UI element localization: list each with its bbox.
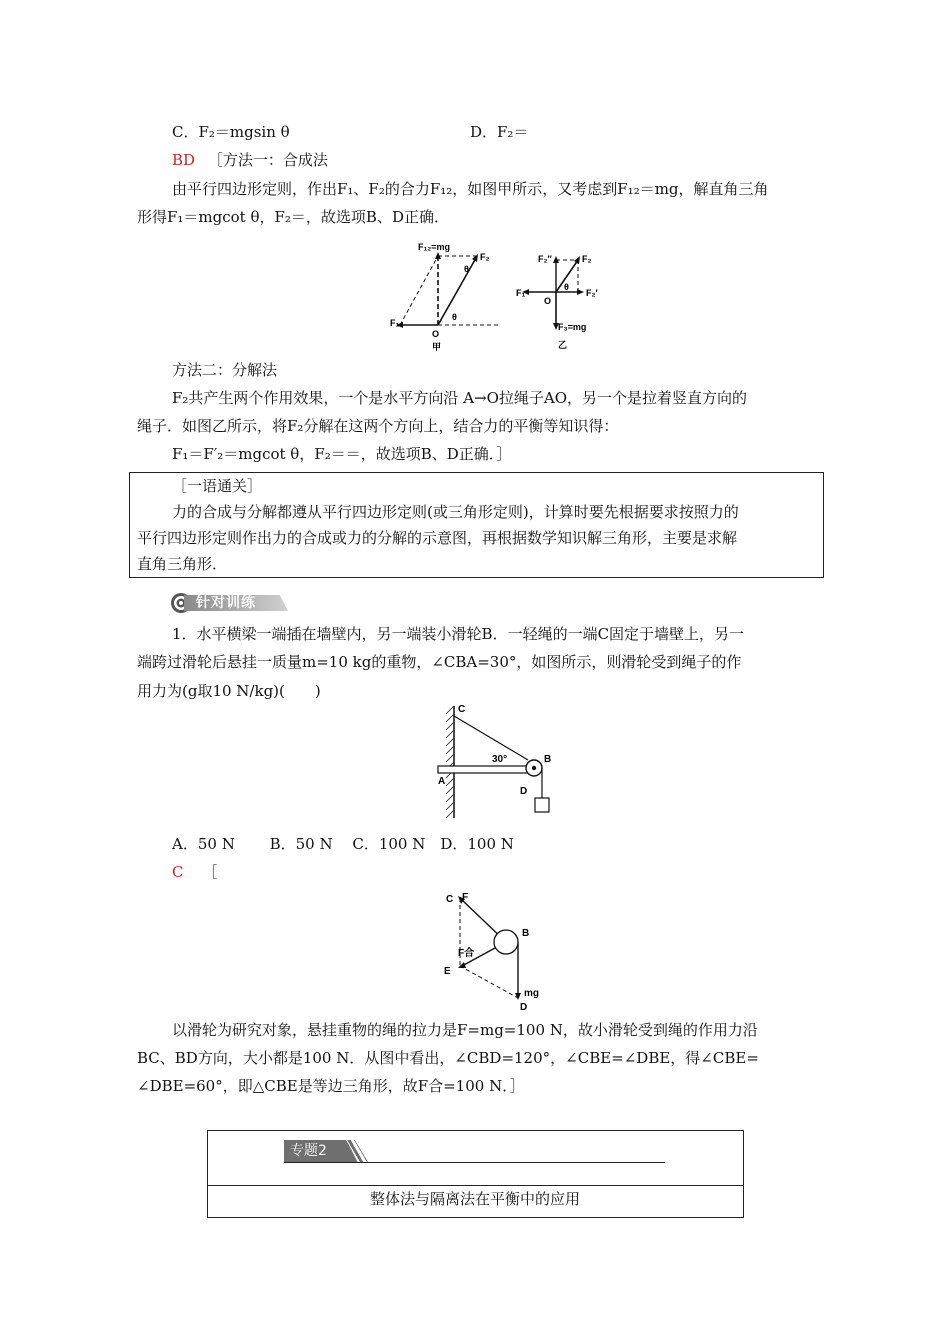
f2-line <box>438 258 476 325</box>
summary-title: ［一语通关］ <box>172 477 263 495</box>
figure-solution <box>440 886 560 1016</box>
answer2-label: C <box>172 863 184 881</box>
label-c: C <box>446 894 454 905</box>
label-d: D <box>520 786 528 797</box>
label-f2: F₂ <box>480 252 490 262</box>
option-d: D．F₂＝ <box>470 123 529 141</box>
summary-line-3: 直角三角形． <box>137 555 228 573</box>
label-f: F <box>462 892 469 903</box>
solution-line-3: ∠DBE=60°，即△CBE是等边三角形，故F合=100 N．］ <box>137 1077 525 1095</box>
f2-arrow <box>472 254 478 262</box>
summary-line-2: 平行四边形定则作出力的合成或力的分解的示意图，再根据数学知识解三角形，主要是求解 <box>137 529 738 547</box>
label-f12: F₁₂=mg <box>418 242 450 252</box>
label-f2p: F₂′ <box>586 288 598 298</box>
label-mg: mg <box>524 988 539 999</box>
beam <box>438 766 534 773</box>
solution-line-1: 以滑轮为研究对象，悬挂重物的绳的拉力是F=mg=100 N，故小滑轮受到绳的作用力沿 <box>172 1021 758 1039</box>
q1-line-2: 端跨过滑轮后悬挂一质量m=10 kg的重物，∠CBA=30°，如图所示，则滑轮受到绳子的作 <box>137 653 742 671</box>
option-c: C．F₂＝mgsin θ <box>172 123 290 141</box>
label-theta-top: θ <box>464 264 469 274</box>
topic-tag-text: 专题2 <box>290 1143 327 1159</box>
wall-hatch <box>446 706 454 818</box>
label-o: O <box>432 329 440 339</box>
q1-options: A．50 N B．50 N C．100 N D．100 N <box>172 835 514 853</box>
topic-tag <box>284 1140 364 1162</box>
label-fhe: F合 <box>458 948 475 959</box>
label-o: O <box>544 296 552 306</box>
answer-label: BD <box>172 151 196 169</box>
pulley-axle <box>532 766 536 770</box>
label-b: B <box>522 928 530 939</box>
label-b: B <box>544 754 552 765</box>
method2-line-1: F₂共产生两个作用效果，一个是水平方向沿 A→O拉绳子AO，另一个是拉着竖直方向的 <box>172 389 748 407</box>
figure-jia <box>388 240 508 355</box>
label-e: E <box>444 966 451 977</box>
solution-line-2: BC、BD方向，大小都是100 N．从图中看出，∠CBD=120°，∠CBE=∠DBE，得∠CBE= <box>137 1049 759 1067</box>
label-f3: F₃=mg <box>558 322 587 332</box>
answer2-line <box>172 862 217 882</box>
label-c: C <box>458 704 466 715</box>
summary-line-1: 力的合成与分解都遵从平行四边形定则(或三角形定则)，计算时要先根据要求按照力的 <box>172 503 739 521</box>
q1-line-3: 用力为(g取10 N/kg)( ) <box>137 682 321 700</box>
q1-line-1: 1．水平横梁一端插在墙壁内，另一端装小滑轮B．一轻绳的一端C固定于墙壁上，另一 <box>172 625 745 643</box>
answer-line-1 <box>172 150 328 170</box>
topic-title: 整体法与隔离法在平衡中的应用 <box>369 1190 580 1208</box>
label-a: A <box>438 776 446 787</box>
label-theta-bottom: θ <box>452 312 457 322</box>
method2-line-3: F₁＝F′₂＝mgcot θ，F₂＝＝，故选项B、D正确．］ <box>172 445 512 463</box>
topic-underline <box>284 1162 665 1163</box>
training-banner <box>170 592 288 614</box>
label-theta: θ <box>564 282 569 292</box>
caption-yi: 乙 <box>558 340 568 350</box>
topic-divider <box>207 1185 743 1186</box>
answer-method1-title: ［方法一：合成法 <box>207 151 328 169</box>
answer2-bracket: ［ <box>202 863 218 881</box>
parallel-dash-1 <box>400 256 438 325</box>
figure-q1 <box>428 702 558 822</box>
method1-line-1: 由平行四边形定则，作出F₁、F₂的合力F₁₂，如图甲所示，又考虑到F₁₂＝mg，解直角三角 <box>172 180 769 198</box>
label-angle: 30° <box>492 754 508 765</box>
weight <box>535 798 549 812</box>
label-d: D <box>520 1002 528 1013</box>
label-f1: F₁ <box>516 288 526 298</box>
banner-text: 针对训练 <box>196 595 256 611</box>
label-f2: F₂ <box>582 254 592 264</box>
dash-ed <box>460 966 518 998</box>
pulley <box>494 930 518 954</box>
method2-line-2: 绳子．如图乙所示，将F₂分解在这两个方向上，结合力的平衡等知识得： <box>137 417 619 435</box>
figure-yi <box>512 244 622 354</box>
label-f1: F₁ <box>390 318 400 328</box>
label-f2pp: F₂″ <box>538 254 552 264</box>
method1-line-2: 形得F₁＝mgcot θ，F₂＝，故选项B、D正确． <box>137 208 449 226</box>
rope-cb <box>454 716 528 760</box>
caption-jia: 甲 <box>432 342 442 352</box>
method2-title: 方法二：分解法 <box>172 361 278 379</box>
